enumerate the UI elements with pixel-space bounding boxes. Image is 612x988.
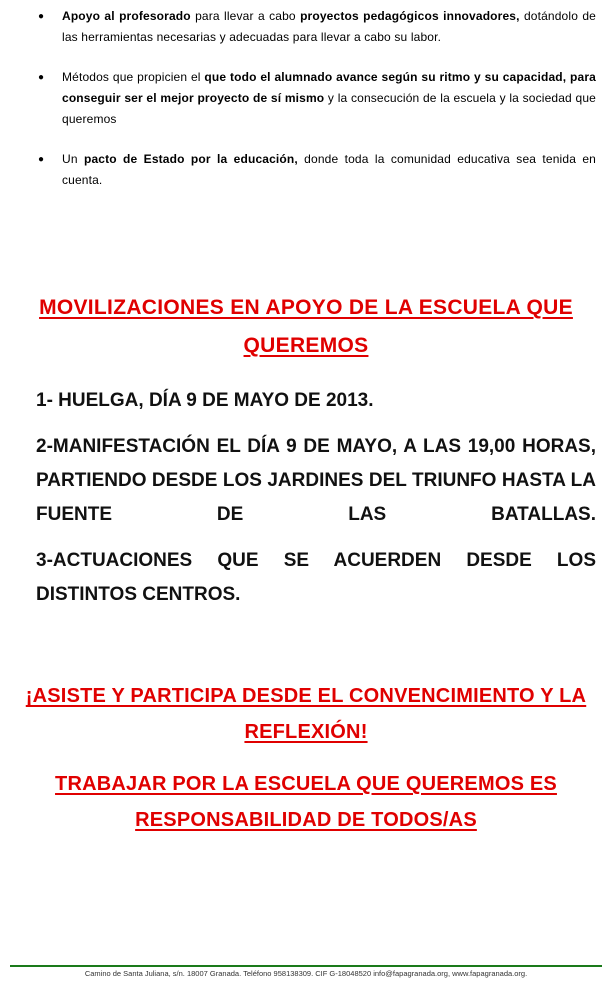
call-to-action-heading: ¡ASISTE Y PARTICIPA DESDE EL CONVENCIMIENTO Y LA REFLEXIÓN!	[25, 685, 587, 743]
text: Un	[62, 152, 84, 166]
list-item: 2-MANIFESTACIÓN EL DÍA 9 DE MAYO, A LAS 19,00 HORAS, PARTIENDO DESDE LOS JARDINES DEL TRIUNFO HASTA LA FUENTE DE LAS BATALLAS.	[36, 436, 596, 525]
list-item: 1- HUELGA, DÍA 9 DE MAYO DE 2013.	[36, 390, 374, 411]
bold-text: proyectos pedagógicos innovadores,	[300, 9, 520, 23]
bold-text: pacto de Estado por la educación,	[83, 152, 298, 166]
text: para llevar a cabo	[190, 9, 301, 23]
bold-text: que todo el alumnado avance según su ritmo y su capacidad, para conseguir ser el mejor proyecto de sí mismo	[62, 70, 597, 105]
list-item	[36, 6, 596, 48]
bold-text: Apoyo al profesorado	[62, 9, 191, 23]
footer-divider	[10, 965, 602, 967]
bullet-text	[62, 67, 596, 130]
mobilization-list	[36, 384, 596, 624]
text: y la consecución de la escuela y la sociedad que queremos	[62, 91, 596, 126]
bullet-icon: ●	[38, 11, 45, 22]
text: donde toda la comunidad educativa sea tenida en cuenta.	[62, 152, 596, 187]
bullet-text	[62, 6, 596, 48]
closing-heading: TRABAJAR POR LA ESCUELA QUE QUEREMOS ES RESPONSABILIDAD DE TODOS/AS	[55, 773, 557, 831]
main-heading: MOVILIZACIONES EN APOYO DE LA ESCUELA QUE QUEREMOS	[39, 296, 573, 357]
bullet-text	[62, 149, 596, 191]
list-item	[36, 149, 596, 191]
list-item: 3-ACTUACIONES QUE SE ACUERDEN DESDE LOS DISTINTOS CENTROS.	[36, 550, 596, 605]
text: Métodos que propicien el	[62, 70, 205, 84]
footer-address: Camino de Santa Juliana, s/n. 18007 Granada. Teléfono 958138309. CIF G-18048520 info@fapagranada.org, www.fapagranada.org.	[84, 969, 528, 978]
bullet-icon: ●	[38, 72, 45, 83]
list-item	[36, 67, 596, 130]
text: dotándolo de las herramientas necesarias y adecuadas para llevar a cabo su labor.	[62, 9, 597, 44]
bullet-icon: ●	[38, 154, 45, 165]
bullet-list	[36, 6, 596, 210]
